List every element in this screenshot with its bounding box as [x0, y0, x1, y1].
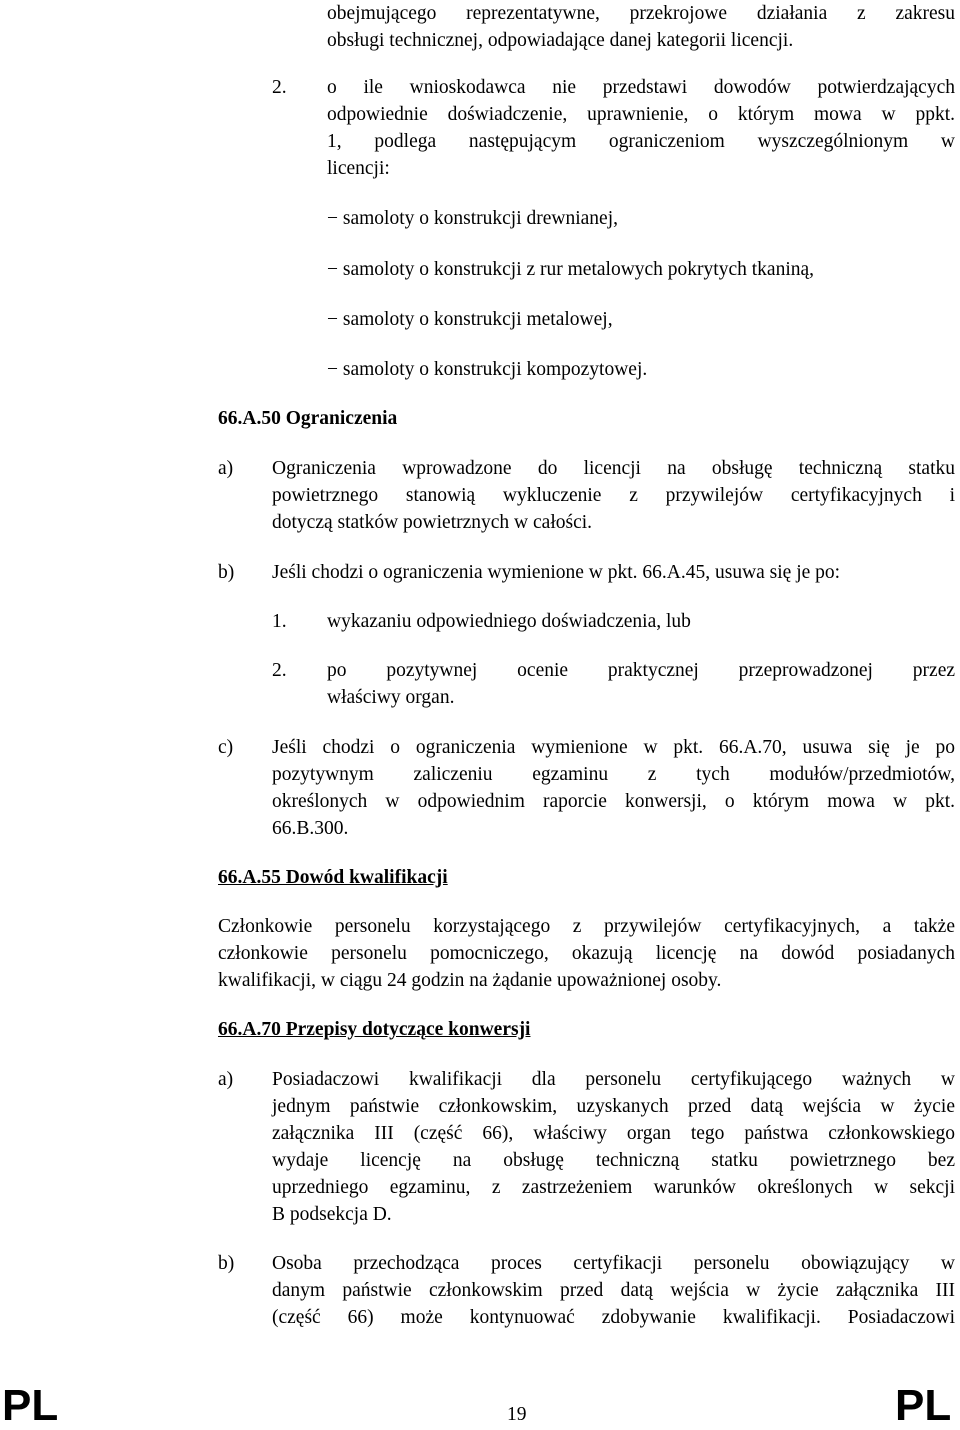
s70-a-line-6: B podsekcja D. — [272, 1204, 392, 1225]
s50-a-line-1: Ograniczenia wprowadzone do licencji na obsługę techniczną statku — [272, 458, 955, 479]
s50-b-sub1-number: 1. — [272, 611, 287, 632]
s50-c-line-1: Jeśli chodzi o ograniczenia wymienione w pkt. 66.A.70, usuwa się je po — [272, 737, 955, 758]
dash-item-tube: − samoloty o konstrukcji z rur metalowych pokrytych tkaniną, — [327, 259, 815, 280]
item-2-line-3: 1, podlega następującym ograniczeniom wyszczególnionym w — [327, 131, 955, 152]
section-66a55-heading: 66.A.55 Dowód kwalifikacji — [218, 867, 448, 888]
s70-a-line-1: Posiadaczowi kwalifikacji dla personelu certyfikującego ważnych w — [272, 1069, 955, 1090]
s70-a-line-4: wydaje licencję na obsługę techniczną statku powietrznego bez — [272, 1150, 955, 1171]
dash-item-wood: − samoloty o konstrukcji drewnianej, — [327, 208, 618, 229]
section-66a70-heading: 66.A.70 Przepisy dotyczące konwersji — [218, 1019, 531, 1040]
s50-a-line-2: powietrznego stanowią wykluczenie z przywilejów certyfikacyjnych i — [272, 485, 955, 506]
s50-c-label: c) — [218, 737, 234, 758]
s50-b-sub2-number: 2. — [272, 660, 287, 681]
s50-b-sub1-text: wykazaniu odpowiedniego doświadczenia, lub — [327, 611, 691, 632]
s70-a-line-5: uprzedniego egzaminu, z zastrzeżeniem warunków określonych w sekcji — [272, 1177, 955, 1198]
dash-item-composite: − samoloty o konstrukcji kompozytowej. — [327, 359, 648, 380]
item-2-line-1: o ile wnioskodawca nie przedstawi dowodów potwierdzających — [327, 77, 955, 98]
s50-c-line-4: 66.B.300. — [272, 818, 349, 839]
s50-b-sub2-line-1: po pozytywnej ocenie praktycznej przeprowadzonej przez — [327, 660, 955, 681]
s50-b-text: Jeśli chodzi o ograniczenia wymienione w pkt. 66.A.45, usuwa się je po: — [272, 562, 841, 583]
s70-b-line-2: danym państwie członkowskim przed datą wejścia w życie załącznika III — [272, 1280, 955, 1301]
s70-b-line-1: Osoba przechodząca proces certyfikacji personelu obowiązujący w — [272, 1253, 955, 1274]
s55-line-3: kwalifikacji, w ciągu 24 godzin na żądanie upoważnionej osoby. — [218, 970, 722, 991]
section-66a50-heading: 66.A.50 Ograniczenia — [218, 408, 398, 429]
item-2-line-4: licencji: — [327, 158, 390, 179]
s70-b-line-3: (część 66) może kontynuować zdobywanie kwalifikacji. Posiadaczowi — [272, 1307, 955, 1328]
item-2-line-2: odpowiednie doświadczenie, uprawnienie, o którym mowa w ppkt. — [327, 104, 955, 125]
s55-line-1: Członkowie personelu korzystającego z przywilejów certyfikacyjnych, a także — [218, 916, 955, 937]
s50-c-line-3: określonych w odpowiednim raporcie konwersji, o którym mowa w pkt. — [272, 791, 955, 812]
dash-item-metal: − samoloty o konstrukcji metalowej, — [327, 309, 613, 330]
s50-b-sub2-line-2: właściwy organ. — [327, 687, 455, 708]
s70-a-label: a) — [218, 1069, 234, 1090]
item-2-number: 2. — [272, 77, 287, 98]
s50-a-label: a) — [218, 458, 234, 479]
s50-a-line-3: dotyczą statków powietrznych w całości. — [272, 512, 593, 533]
s50-c-line-2: pozytywnym zaliczeniu egzaminu z tych modułów/przedmiotów, — [272, 764, 955, 785]
s50-b-label: b) — [218, 562, 235, 583]
continuation-line-2: obsługi technicznej, odpowiadające danej kategorii licencji. — [327, 30, 794, 51]
continuation-line-1: obejmującego reprezentatywne, przekrojowe działania z zakresu — [327, 3, 955, 24]
footer-language-left: PL — [2, 1381, 59, 1430]
page-number: 19 — [507, 1404, 527, 1425]
s55-line-2: członkowie personelu pomocniczego, okazują licencję na dowód posiadanych — [218, 943, 955, 964]
s70-a-line-3: załącznika III (część 66), właściwy organ tego państwa członkowskiego — [272, 1123, 955, 1144]
s70-b-label: b) — [218, 1253, 235, 1274]
s70-a-line-2: jednym państwie członkowskim, uzyskanych przed datą wejścia w życie — [272, 1096, 955, 1117]
footer-language-right: PL — [895, 1381, 952, 1430]
